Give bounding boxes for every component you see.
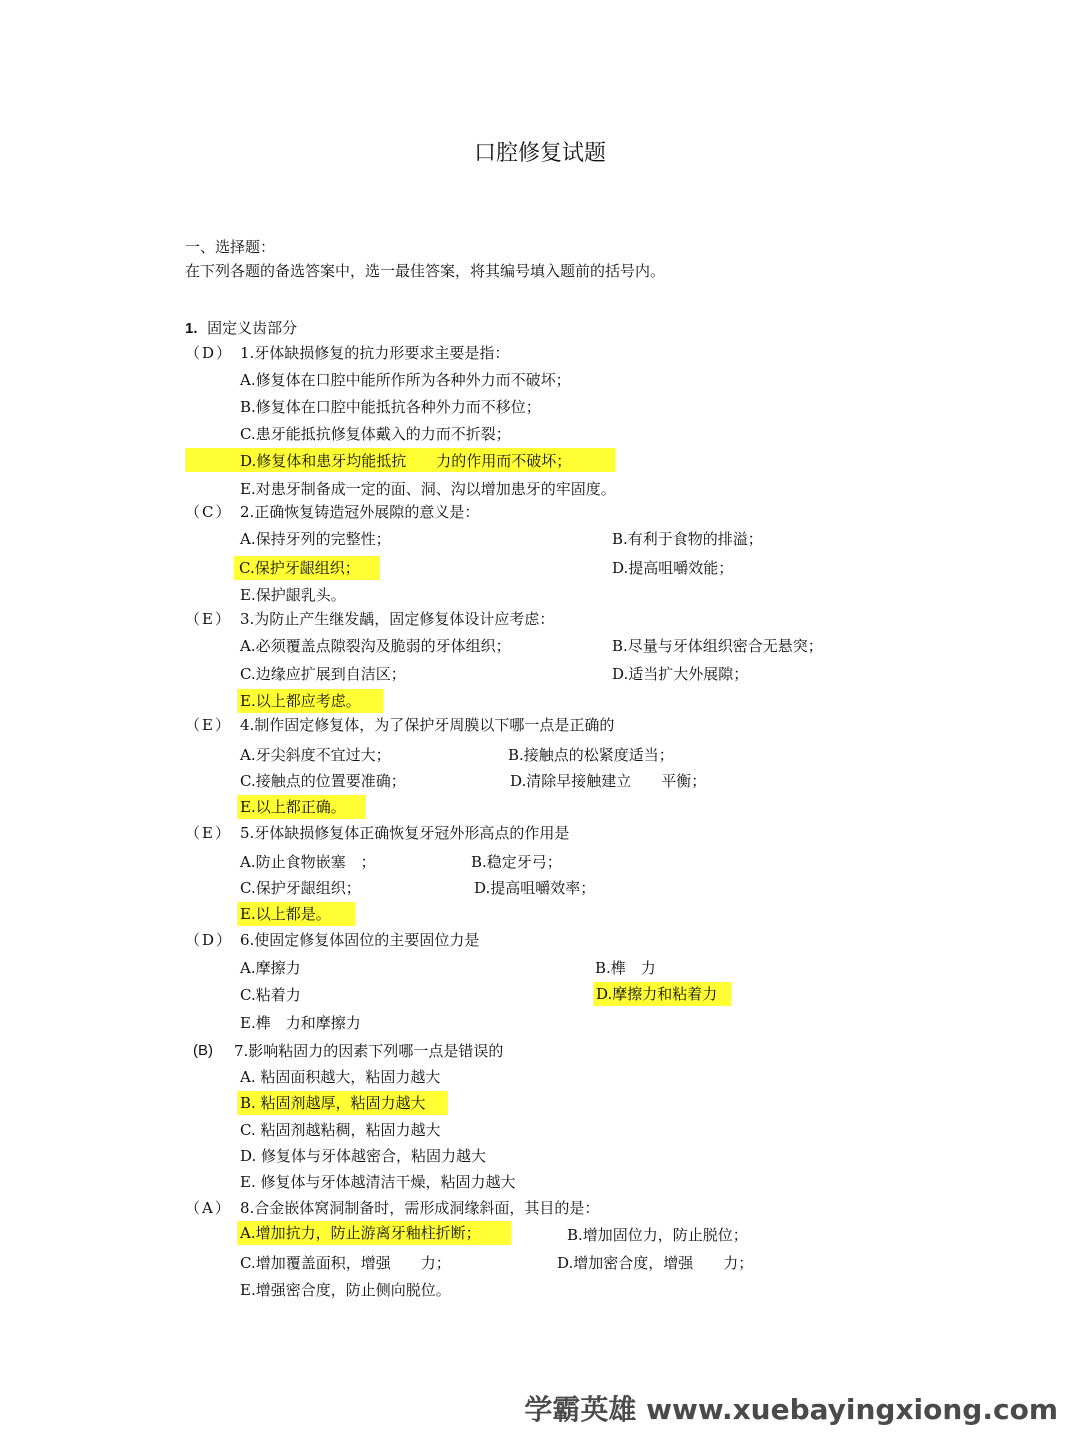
option: E. 修复体与牙体越清洁干燥，粘固力越大	[240, 1173, 516, 1191]
option: B.尽量与牙体组织密合无悬突；	[612, 637, 823, 655]
option: B.增加固位力，防止脱位；	[567, 1226, 748, 1244]
option: B.接触点的松紧度适当；	[508, 746, 674, 764]
question-stem: 5.牙体缺损修复体正确恢复牙冠外形高点的作用是	[240, 824, 570, 842]
question-stem: 1.牙体缺损修复的抗力形要求主要是指：	[240, 344, 510, 362]
answer-marker: （D）	[185, 931, 234, 949]
option: E.榫 力和摩擦力	[240, 1014, 361, 1032]
answer-marker: （A）	[185, 1199, 232, 1217]
part-title: 固定义齿部分	[207, 319, 298, 337]
question-stem: 7.影响粘固力的因素下列哪一点是错误的	[234, 1042, 504, 1060]
option-correct: A.增加抗力，防止游离牙釉柱折断；	[237, 1221, 511, 1245]
option: E.增强密合度，防止侧向脱位。	[240, 1281, 451, 1299]
question-stem: 4.制作固定修复体，为了保护牙周膜以下哪一点是正确的	[240, 716, 615, 734]
question-stem: 3.为防止产生继发龋，固定修复体设计应考虑：	[240, 610, 555, 628]
option: C.保护牙龈组织；	[240, 879, 361, 897]
option: C.边缘应扩展到自洁区；	[240, 665, 406, 683]
option: B.有利于食物的排溢；	[612, 530, 763, 548]
option: D. 修复体与牙体越密合，粘固力越大	[240, 1147, 487, 1165]
part-heading	[185, 317, 297, 340]
question-stem: 2.正确恢复铸造冠外展隙的意义是：	[240, 503, 480, 521]
option: A.牙尖斜度不宜过大；	[240, 746, 391, 764]
option: A.防止食物嵌塞 ；	[240, 853, 376, 871]
option: C. 粘固剂越粘稠，粘固力越大	[240, 1121, 441, 1139]
option-correct: E.以上都是。	[237, 902, 355, 926]
option: E.保护龈乳头。	[240, 586, 346, 604]
answer-marker: (B)	[193, 1042, 213, 1059]
instruction-text: 在下列各题的备选答案中，选一最佳答案，将其编号填入题前的括号内。	[185, 262, 666, 280]
option-correct: D.修复体和患牙均能抵抗 力的作用而不破坏；	[240, 452, 572, 470]
option: C.粘着力	[240, 986, 301, 1004]
option: B.稳定牙弓；	[471, 853, 562, 871]
option-correct: E.以上都正确。	[237, 795, 366, 819]
option-correct: D.摩擦力和粘着力	[593, 982, 731, 1006]
option: D.增加密合度，增强 力；	[557, 1254, 754, 1272]
answer-marker: （D）	[185, 344, 234, 362]
part-number: 1.	[185, 320, 198, 337]
option: D.清除早接触建立 平衡；	[510, 772, 707, 790]
question-stem: 6.使固定修复体固位的主要固位力是	[240, 931, 480, 949]
option: D.提高咀嚼效率；	[474, 879, 596, 897]
option: C.接触点的位置要准确；	[240, 772, 406, 790]
option-correct: E.以上都应考虑。	[237, 689, 383, 713]
answer-marker: （E）	[185, 824, 232, 842]
answer-marker: （E）	[185, 610, 232, 628]
option: D.适当扩大外展隙；	[612, 665, 749, 683]
option: B.修复体在口腔中能抵抗各种外力而不移位；	[240, 398, 541, 416]
option: A.保持牙列的完整性；	[240, 530, 391, 548]
option: E.对患牙制备成一定的面、洞、沟以增加患牙的牢固度。	[240, 480, 616, 498]
question-stem: 8.合金嵌体窝洞制备时，需形成洞缘斜面，其目的是：	[240, 1199, 600, 1217]
option: A.修复体在口腔中能所作所为各种外力而不破坏；	[240, 371, 571, 389]
option: D.提高咀嚼效能；	[612, 559, 734, 577]
answer-marker: （C）	[185, 503, 233, 521]
option-correct: B. 粘固剂越厚，粘固力越大	[237, 1091, 448, 1115]
option-correct: C.保护牙龈组织；	[234, 556, 380, 580]
option: C.增加覆盖面积，增强 力；	[240, 1254, 451, 1272]
option: A.摩擦力	[240, 959, 301, 977]
option: A.必须覆盖点隙裂沟及脆弱的牙体组织；	[240, 637, 511, 655]
option: A. 粘固面积越大，粘固力越大	[240, 1068, 441, 1086]
option: C.患牙能抵抗修复体戴入的力而不折裂；	[240, 425, 511, 443]
page-title: 口腔修复试题	[473, 141, 606, 166]
answer-marker: （E）	[185, 716, 232, 734]
watermark-text: 学霸英雄 www.xuebayingxiong.com	[524, 1393, 1058, 1426]
section-heading: 一、选择题：	[185, 238, 276, 256]
option: B.榫 力	[595, 959, 656, 977]
